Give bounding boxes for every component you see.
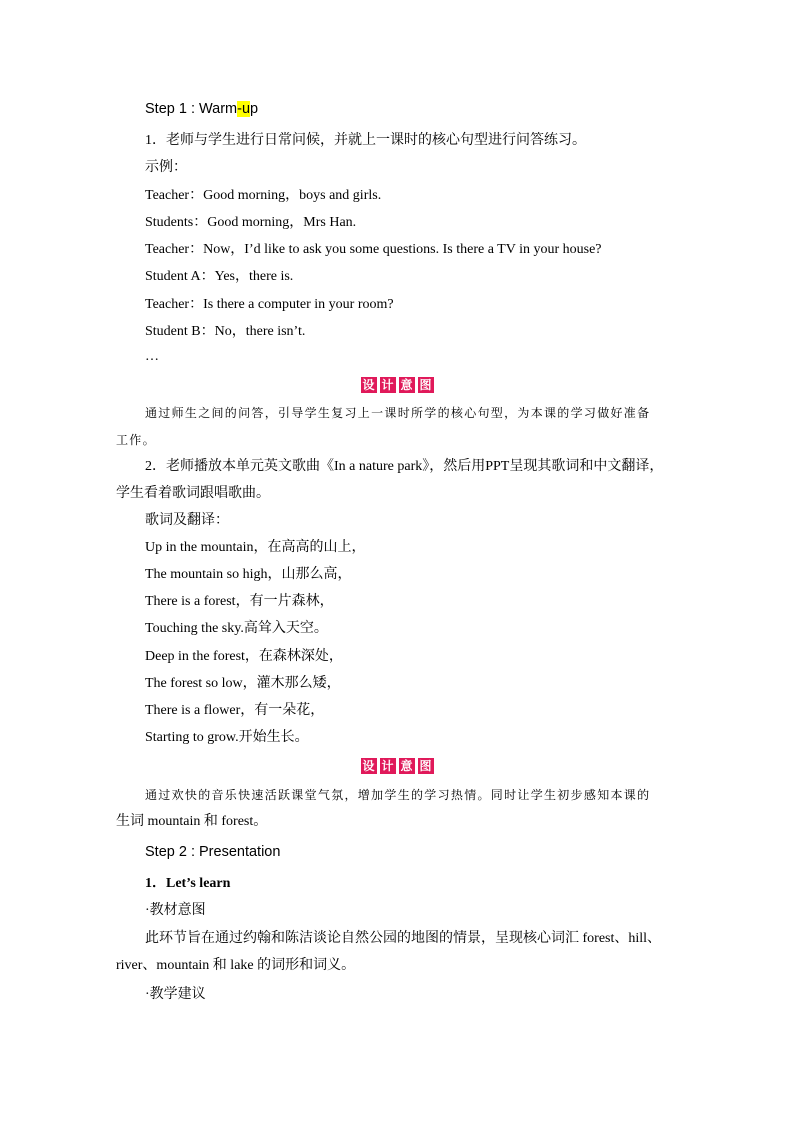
teaching-suggestion-heading: ·教学建议 (145, 987, 206, 1002)
part1-instruction: 1．老师与学生进行日常问候，并就上一课时的核心句型进行问答练习。 (145, 133, 586, 148)
material-line2: river、mountain 和 lake 的词形和词义。 (116, 958, 356, 973)
badge-char: 计 (381, 378, 394, 392)
badge-char: 图 (419, 378, 432, 392)
dialogue-line: Students：Good morning，Mrs Han. (145, 215, 357, 230)
badge-char: 设 (362, 378, 375, 392)
step2-title: Step 2 : Presentation (145, 844, 281, 860)
step1-title-suffix: p (250, 101, 259, 117)
badge-char: 图 (419, 759, 432, 773)
step1-title-prefix: Step 1 : Warm (145, 101, 238, 117)
dialogue-line: Teacher：Now，I’d like to ask you some questions. Is there a TV in your house? (145, 242, 602, 257)
intent1-line1: 通过师生之间的问答，引导学生复习上一课时所学的核心句型，为本课的学习做好准备 (145, 406, 651, 420)
dialogue-line: Student B：No，there isn’t. (145, 324, 306, 339)
lyric-line: Deep in the forest，在森林深处， (145, 649, 343, 664)
step1-title-highlight: -u (237, 101, 251, 117)
dialogue-line: Teacher：Is there a computer in your room? (145, 297, 394, 312)
badge-char: 意 (400, 378, 413, 392)
badge-char: 计 (381, 759, 394, 773)
lyric-line: Up in the mountain，在高高的山上， (145, 540, 366, 555)
lyrics-label: 歌词及翻译： (145, 513, 229, 528)
lyric-line: Touching the sky.高耸入天空。 (145, 621, 328, 636)
intent1-line2: 工作。 (116, 433, 156, 447)
dialogue-line: Student A：Yes，there is. (145, 269, 294, 284)
material-line1: 此环节旨在通过约翰和陈洁谈论自然公园的地图的情景，呈现核心词汇 forest、hill、 (145, 931, 662, 946)
part2-line2: 学生看着歌词跟唱歌曲。 (116, 486, 270, 501)
lyric-line: There is a flower，有一朵花， (145, 703, 325, 718)
dialogue-ellipsis: … (145, 349, 159, 364)
lyric-line: The forest so low，灌木那么矮， (145, 676, 341, 691)
intent2-line2: 生词 mountain 和 forest。 (116, 814, 268, 829)
step1-title (145, 100, 258, 118)
dialogue-line: Teacher：Good morning，boys and girls. (145, 188, 382, 203)
intent2-line1: 通过欢快的音乐快速活跃课堂气氛，增加学生的学习热情。同时让学生初步感知本课的 (145, 788, 651, 802)
material-intent-heading: ·教材意图 (145, 903, 206, 918)
badge-char: 意 (400, 759, 413, 773)
design-intent-badge (0, 757, 794, 775)
badge-char: 设 (362, 759, 375, 773)
lyric-line: The mountain so high，山那么高， (145, 567, 352, 582)
design-intent-badge (0, 376, 794, 394)
lets-learn-heading: 1．Let’s learn (145, 876, 231, 891)
lyric-line: Starting to grow.开始生长。 (145, 730, 309, 745)
example-label: 示例： (145, 160, 187, 175)
lyric-line: There is a forest，有一片森林， (145, 594, 334, 609)
part2-line1: 2．老师播放本单元英文歌曲《In a nature park》，然后用PPT呈现其歌词和中文翻译， (145, 459, 664, 474)
